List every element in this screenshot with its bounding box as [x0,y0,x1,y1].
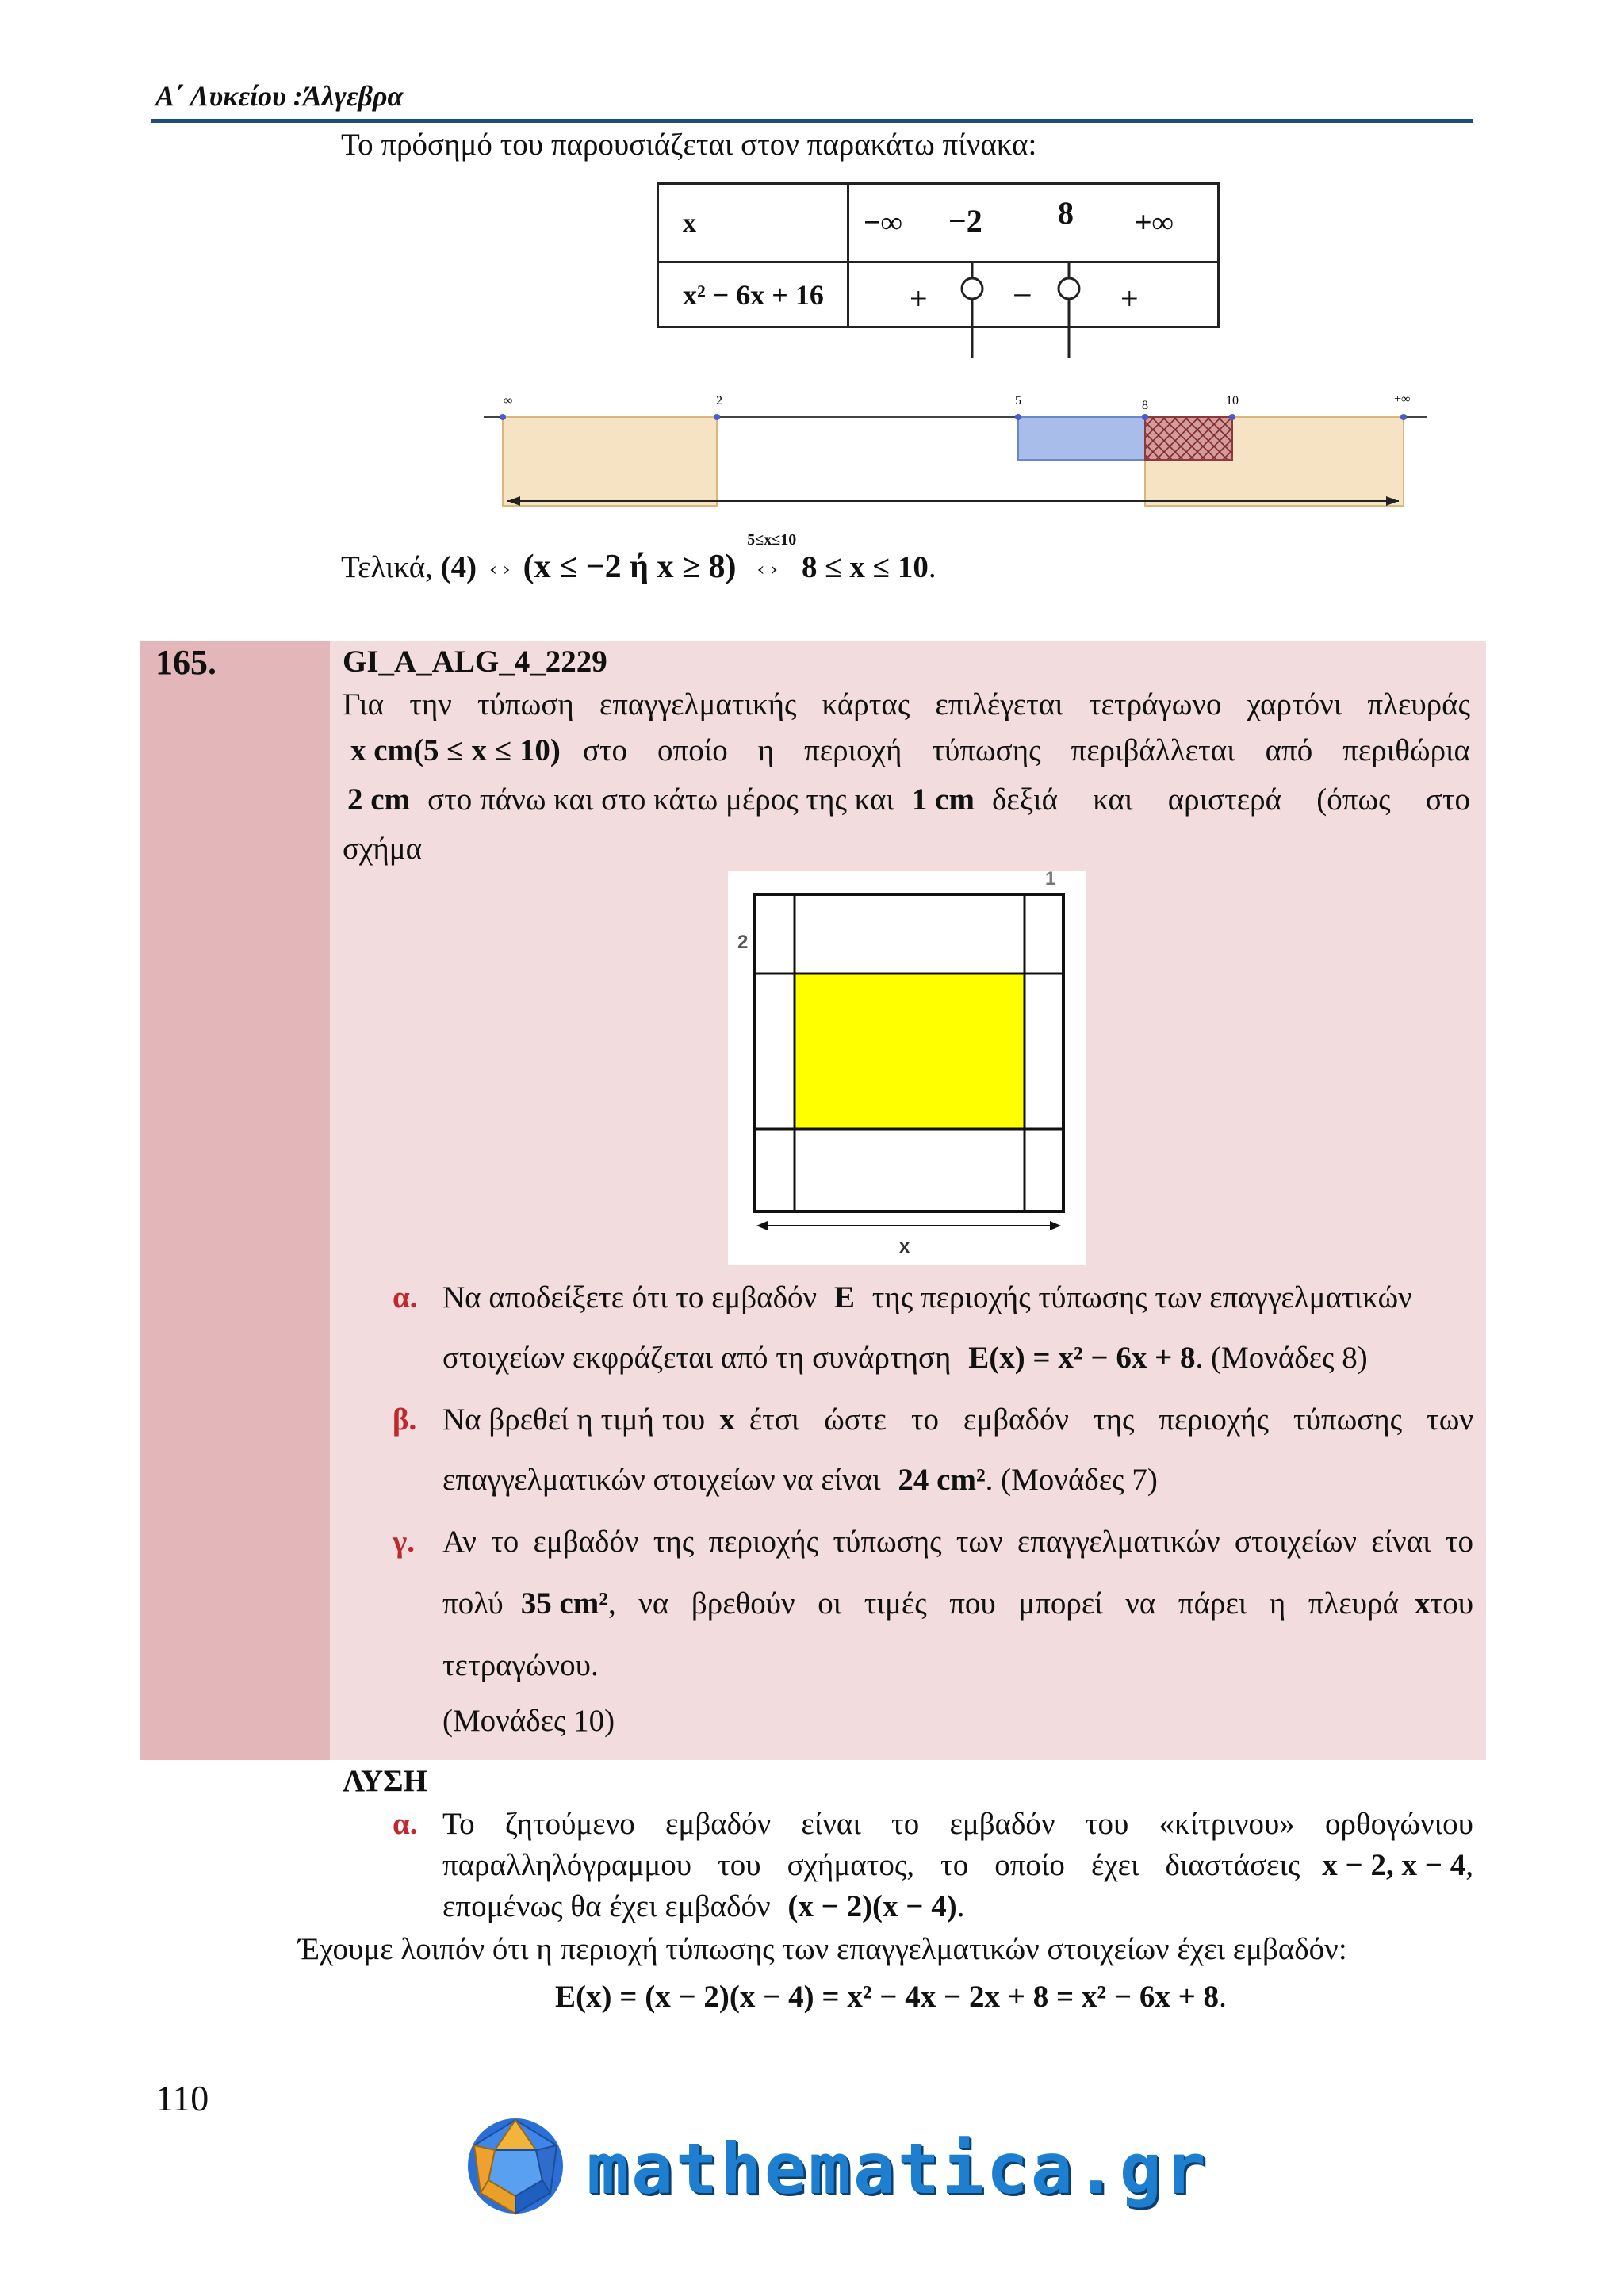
statement-line-4: σχήμα [343,832,423,866]
page-header-title: Α΄ Λυκείου :Άλγεβρα [155,80,404,112]
sign-plus: + [1120,281,1139,316]
final-formula: E(x) = (x − 2)(x − 4) = x² − 4x − 2x + 8 = x² − 6x + 8 [555,1980,1220,2014]
part-text: πολύ [442,1586,504,1621]
sign-table-value: −∞ [864,206,902,239]
sign-table-value: −2 [948,203,982,239]
conclusion-prefix: Τελικά, [341,550,433,584]
part-text: της περιοχής τύπωσης των επαγγελματικών [871,1280,1412,1314]
part-value: 35 cm² [520,1586,608,1621]
conclusion-line [341,531,936,589]
part-text: Να βρεθεί η τιμή του [442,1402,706,1437]
statement-margin-top: 2 cm [347,783,411,817]
solution-final-formula [555,1977,1227,2018]
part-text: στοιχείων εκφράζεται από τη συνάρτηση [442,1341,952,1375]
statement-text: στο πάνω και στο κάτω μέρος της και [427,783,894,817]
part-label: γ. [393,1525,415,1559]
solution-text: , [1465,1848,1473,1882]
nl-tick: +∞ [1394,392,1411,406]
mathematica-logo-icon [463,2114,568,2218]
figure-label-left: 2 [737,932,749,953]
final-end: . [1219,1980,1227,2014]
statement-range: (5 ≤ x ≤ 10) [413,733,561,767]
conclusion-condition: 5≤x≤10 [747,531,797,549]
conclusion-result: 8 ≤ x ≤ 10 [802,550,929,584]
solution-text: . [956,1889,965,1923]
part-var: x [1415,1586,1431,1621]
figure-label-bottom: x [899,1236,910,1257]
exercise-code: GI_A_ALG_4_2229 [343,645,607,679]
sign-table-value: 8 [1058,195,1074,231]
part-formula: E(x) = x² − 6x + 8 [968,1341,1196,1375]
part-beta [393,1400,1473,1503]
sign-plus: + [910,281,928,316]
sign-table-x-label: x [683,209,696,238]
part-label: α. [393,1280,418,1314]
exercise-number-column [140,641,330,1760]
part-value: 24 cm² [898,1463,986,1497]
conclusion-middle: (x ≤ −2 ή x ≥ 8) [523,549,737,585]
part-text: του [1430,1586,1473,1621]
number-line [476,385,1443,520]
figure-label-top: 1 [1045,871,1056,890]
part-text: Αν το εμβαδόν της περιοχής τύπωσης των επαγγελματικών στοιχείων είναι το [442,1525,1473,1559]
part-text: Να αποδείξετε ότι το εμβαδόν [442,1280,818,1314]
page-number: 110 [155,2078,209,2118]
card-figure [728,871,1086,1265]
exercise-number: 165. [155,643,216,682]
conclusion-arrow-group [747,531,797,584]
part-text: , να βρεθούν οι τιμές που μπορεί να πάρει η πλευρά [607,1586,1400,1621]
part-text: τετραγώνου. [442,1648,599,1682]
card-figure-drawing [728,871,1086,1265]
statement-margin-side: 1 cm [911,783,975,817]
part-points: (Μονάδες 10) [442,1704,615,1738]
nl-tick: −∞ [496,394,513,408]
nl-tick: 5 [1015,394,1021,408]
intro-sentence: Το πρόσημό του παρουσιάζεται στον παρακάτω πίνακα: [341,128,1037,162]
nl-tick: 8 [1142,399,1148,412]
statement-line-2 [343,731,1470,771]
solution-text: επομένως θα έχει εμβαδόν [442,1889,771,1923]
solution-text: παραλληλόγραμμου του σχήματος, το οποίο έχει διαστάσεις [442,1848,1300,1882]
logo-text: mathematica.gr [587,2128,1208,2210]
conclusion-lhs: (4) ⇔ [440,550,515,584]
solution-summary: Έχουμε λοιπόν ότι η περιοχή τύπωσης των επαγγελματικών στοιχείων έχει εμβαδόν: [298,1932,1347,1966]
solution-formula: (x − 2)(x − 4) [787,1889,957,1923]
statement-text: στο οποίο η περιοχή τύπωσης περιβάλλεται από περιθώρια [582,733,1470,767]
part-label: β. [393,1402,417,1437]
statement-var: x cm [350,733,414,767]
part-points: . (Μονάδες 8) [1195,1341,1368,1375]
solution-dimensions: x − 2, x − 4 [1322,1848,1466,1882]
conclusion-end: . [928,550,936,584]
part-gamma [393,1522,1473,1752]
part-var: x [719,1402,735,1437]
part-alpha [393,1278,1473,1381]
statement-line-1: Για την τύπωση επαγγελματικής κάρτας επιλέγεται τετράγωνο χαρτόνι πλευράς [343,687,1470,721]
part-points: . (Μονάδες 7) [985,1463,1158,1497]
conclusion-arrow: ⇔ [752,550,783,584]
solution-title: ΛΥΣΗ [343,1764,427,1798]
statement-line-3 [343,780,1470,821]
solution-text: Το ζητούμενο εμβαδόν είναι το εμβαδόν του «κίτρινου» ορθογώνιου [442,1807,1473,1841]
sign-table-value: +∞ [1135,206,1174,239]
sign-minus: − [1013,276,1032,315]
sign-table-poly-label: x² − 6x + 16 [683,279,824,311]
nl-tick: 10 [1226,394,1239,408]
part-var: E [833,1280,855,1314]
part-label: α. [393,1807,418,1841]
sign-table-roots [657,182,1220,365]
part-text: επαγγελματικών στοιχείων να είναι [442,1463,881,1497]
nl-tick: −2 [709,394,723,408]
header-rule [151,119,1473,123]
solution-part-alpha [393,1804,1473,1931]
part-text: έτσι ώστε το εμβαδόν της περιοχής τύπωσης των [749,1402,1473,1437]
statement-text: δεξιά και αριστερά (όπως στο [991,783,1470,817]
